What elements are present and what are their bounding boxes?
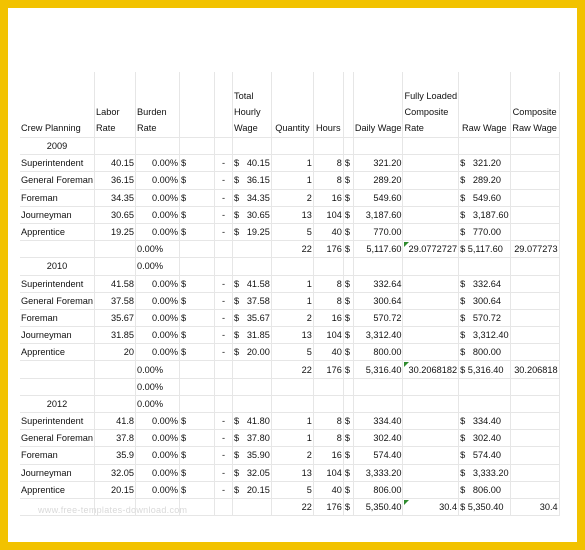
burden-rate-cell[interactable]: 0.00% [136, 430, 180, 447]
header-row [20, 72, 559, 138]
quantity-cell[interactable]: 13 [271, 464, 313, 481]
total-raw-wage-cell[interactable]: $ 5,350.40 [459, 498, 511, 515]
composite-raw-wage-cell[interactable]: 30.4 [510, 498, 559, 515]
crew-role-label[interactable]: Superintendent [20, 275, 95, 292]
fully-loaded-rate-cell[interactable]: 29.0772727 [403, 241, 459, 258]
total-hourly-wage-cell[interactable]: $ 37.80 [233, 430, 272, 447]
total-daily-wage-cell[interactable]: 5,316.40 [353, 361, 403, 378]
quantity-cell[interactable]: 1 [271, 292, 313, 309]
crew-role-label[interactable]: Superintendent [20, 155, 95, 172]
raw-wage-cell[interactable]: $ 302.40 [459, 430, 511, 447]
burden-rate-cell[interactable]: 0.00% [136, 344, 180, 361]
daily-wage-cell[interactable]: 321.20 [353, 155, 403, 172]
labor-rate-cell[interactable]: 37.58 [95, 292, 136, 309]
dash-cell[interactable]: - [215, 430, 233, 447]
quantity-cell[interactable]: 1 [271, 155, 313, 172]
quantity-cell[interactable]: 13 [271, 206, 313, 223]
currency-symbol[interactable]: $ [180, 206, 215, 223]
labor-rate-cell[interactable]: 34.35 [95, 189, 136, 206]
raw-wage-cell[interactable]: $ 574.40 [459, 447, 511, 464]
currency-symbol[interactable]: $ [343, 223, 353, 240]
header-burden-rate: Burden Rate [136, 72, 180, 138]
raw-wage-cell[interactable]: $ 770.00 [459, 223, 511, 240]
composite-raw-wage-cell[interactable]: 29.077273 [510, 241, 559, 258]
year-label[interactable]: 2012 [20, 395, 95, 412]
crew-role-label[interactable]: Apprentice [20, 223, 95, 240]
total-hourly-wage-cell[interactable]: $ 34.35 [233, 189, 272, 206]
raw-wage-cell[interactable]: $ 300.64 [459, 292, 511, 309]
currency-symbol[interactable]: $ [343, 275, 353, 292]
daily-wage-cell[interactable]: 800.00 [353, 344, 403, 361]
dash-cell[interactable]: - [215, 189, 233, 206]
hours-cell[interactable]: 16 [313, 189, 343, 206]
hours-cell[interactable]: 40 [313, 344, 343, 361]
crew-role-label[interactable]: Apprentice [20, 344, 95, 361]
daily-wage-cell[interactable]: 806.00 [353, 481, 403, 498]
currency-symbol[interactable]: $ [180, 327, 215, 344]
currency-symbol[interactable]: $ [343, 292, 353, 309]
burden-rate-cell[interactable]: 0.00% [136, 189, 180, 206]
labor-rate-cell[interactable]: 35.67 [95, 309, 136, 326]
table-row [20, 309, 559, 326]
crew-role-label[interactable]: Apprentice [20, 481, 95, 498]
table-row [20, 344, 559, 361]
quantity-cell[interactable]: 5 [271, 481, 313, 498]
total-daily-wage-cell[interactable]: 5,350.40 [353, 498, 403, 515]
burden-rate-cell[interactable]: 0.00% [136, 206, 180, 223]
currency-symbol[interactable]: $ [343, 309, 353, 326]
daily-wage-cell[interactable]: 3,187.60 [353, 206, 403, 223]
crew-role-label[interactable]: General Foreman [20, 430, 95, 447]
currency-symbol[interactable]: $ [180, 292, 215, 309]
year-row [20, 138, 559, 155]
burden-rate-cell[interactable]: 0.00% [136, 464, 180, 481]
dash-cell[interactable]: - [215, 447, 233, 464]
labor-rate-cell[interactable]: 31.85 [95, 327, 136, 344]
total-raw-wage-cell[interactable]: $ 5,316.40 [459, 361, 511, 378]
quantity-cell[interactable]: 2 [271, 189, 313, 206]
currency-symbol[interactable]: $ [343, 189, 353, 206]
daily-wage-cell[interactable]: 770.00 [353, 223, 403, 240]
hours-cell[interactable]: 104 [313, 327, 343, 344]
currency-symbol[interactable]: $ [180, 275, 215, 292]
quantity-cell[interactable]: 5 [271, 223, 313, 240]
burden-cell[interactable]: 0.00% [136, 378, 180, 395]
year-row [20, 395, 559, 412]
labor-rate-cell[interactable]: 20 [95, 344, 136, 361]
total-hours-cell[interactable]: 176 [313, 361, 343, 378]
crew-role-label[interactable]: Superintendent [20, 413, 95, 430]
hours-cell[interactable]: 104 [313, 464, 343, 481]
table-row [20, 292, 559, 309]
raw-wage-cell[interactable]: $ 549.60 [459, 189, 511, 206]
dash-cell[interactable]: - [215, 223, 233, 240]
hours-cell[interactable]: 16 [313, 447, 343, 464]
currency-symbol[interactable]: $ [343, 155, 353, 172]
currency-symbol[interactable]: $ [180, 447, 215, 464]
burden-rate-cell[interactable]: 0.00% [136, 413, 180, 430]
currency-symbol[interactable]: $ [180, 172, 215, 189]
total-hours-cell[interactable]: 176 [313, 498, 343, 515]
daily-wage-cell[interactable]: 332.64 [353, 275, 403, 292]
raw-wage-cell[interactable]: $ 800.00 [459, 344, 511, 361]
raw-wage-cell[interactable]: $ 3,333.20 [459, 464, 511, 481]
header-hours: Hours [313, 72, 343, 138]
raw-wage-cell[interactable]: $ 332.64 [459, 275, 511, 292]
total-hourly-wage-cell[interactable]: $ 35.90 [233, 447, 272, 464]
crew-role-label[interactable]: General Foreman [20, 292, 95, 309]
table-row [20, 223, 559, 240]
crew-role-label[interactable]: Foreman [20, 447, 95, 464]
header-total-hourly-wage: Total Hourly Wage [233, 72, 272, 138]
hours-cell[interactable]: 8 [313, 275, 343, 292]
year-label[interactable]: 2009 [20, 138, 95, 155]
currency-symbol[interactable]: $ [343, 206, 353, 223]
crew-planning-sheet [20, 72, 560, 516]
daily-wage-cell[interactable]: 302.40 [353, 430, 403, 447]
total-daily-wage-cell[interactable]: 5,117.60 [353, 241, 403, 258]
header-fully-loaded-rate: Fully Loaded Composite Rate [403, 72, 459, 138]
currency-symbol[interactable]: $ [343, 481, 353, 498]
currency-symbol[interactable]: $ [180, 430, 215, 447]
burden-rate-cell[interactable]: 0.00% [136, 155, 180, 172]
header-labor-rate: Labor Rate [95, 72, 136, 138]
crew-role-label[interactable]: Foreman [20, 309, 95, 326]
table-row [20, 464, 559, 481]
hours-cell[interactable]: 8 [313, 413, 343, 430]
total-raw-wage-cell[interactable]: $ 5,117.60 [459, 241, 511, 258]
header-daily-wage: Daily Wage [353, 72, 403, 138]
currency-symbol[interactable]: $ [343, 344, 353, 361]
crew-role-label[interactable]: Journeyman [20, 327, 95, 344]
quantity-cell[interactable]: 1 [271, 275, 313, 292]
year-row [20, 258, 559, 275]
document-frame [8, 8, 577, 542]
burden-cell[interactable]: 0.00% [136, 258, 180, 275]
table-row [20, 189, 559, 206]
total-hourly-wage-cell[interactable]: $ 32.05 [233, 464, 272, 481]
raw-wage-cell[interactable]: $ 570.72 [459, 309, 511, 326]
quantity-cell[interactable]: 2 [271, 309, 313, 326]
dash-cell[interactable]: - [215, 413, 233, 430]
burden-rate-cell[interactable]: 0.00% [136, 223, 180, 240]
hours-cell[interactable]: 8 [313, 155, 343, 172]
burden-rate-cell[interactable]: 0.00% [136, 327, 180, 344]
quantity-cell[interactable]: 1 [271, 430, 313, 447]
hours-cell[interactable]: 8 [313, 430, 343, 447]
dash-cell[interactable]: - [215, 344, 233, 361]
raw-wage-cell[interactable]: $ 3,187.60 [459, 206, 511, 223]
currency-symbol[interactable]: $ [343, 498, 353, 515]
currency-symbol[interactable]: $ [180, 309, 215, 326]
header-raw-wage: Raw Wage [459, 72, 511, 138]
total-row [20, 361, 559, 378]
burden-rate-cell[interactable]: 0.00% [136, 172, 180, 189]
currency-symbol[interactable]: $ [180, 344, 215, 361]
currency-symbol[interactable]: $ [180, 464, 215, 481]
total-hourly-wage-cell[interactable]: $ 40.15 [233, 155, 272, 172]
currency-symbol[interactable]: $ [343, 413, 353, 430]
total-quantity-cell[interactable]: 22 [271, 241, 313, 258]
crew-role-label[interactable]: Journeyman [20, 464, 95, 481]
currency-symbol[interactable]: $ [180, 481, 215, 498]
table-row [20, 172, 559, 189]
currency-symbol[interactable]: $ [343, 327, 353, 344]
currency-symbol[interactable]: $ [343, 241, 353, 258]
daily-wage-cell[interactable]: 3,333.20 [353, 464, 403, 481]
labor-rate-cell[interactable]: 30.65 [95, 206, 136, 223]
daily-wage-cell[interactable]: 300.64 [353, 292, 403, 309]
labor-rate-cell[interactable]: 35.9 [95, 447, 136, 464]
currency-symbol[interactable]: $ [343, 447, 353, 464]
currency-symbol[interactable]: $ [180, 189, 215, 206]
dash-cell[interactable]: - [215, 275, 233, 292]
total-hourly-wage-cell[interactable]: $ 41.80 [233, 413, 272, 430]
total-hourly-wage-cell[interactable]: $ 30.65 [233, 206, 272, 223]
total-hourly-wage-cell[interactable]: $ 37.58 [233, 292, 272, 309]
labor-rate-cell[interactable]: 40.15 [95, 155, 136, 172]
quantity-cell[interactable]: 2 [271, 447, 313, 464]
total-hours-cell[interactable]: 176 [313, 241, 343, 258]
burden-rate-cell[interactable]: 0.00% [136, 292, 180, 309]
daily-wage-cell[interactable]: 289.20 [353, 172, 403, 189]
total-hourly-wage-cell[interactable]: $ 19.25 [233, 223, 272, 240]
watermark: www.free-templates-download.com [38, 505, 188, 515]
dash-cell[interactable]: - [215, 481, 233, 498]
currency-symbol[interactable]: $ [343, 172, 353, 189]
dash-cell[interactable]: - [215, 172, 233, 189]
composite-raw-wage-cell[interactable]: 30.206818 [510, 361, 559, 378]
burden-rate-cell[interactable]: 0.00% [136, 275, 180, 292]
labor-rate-cell[interactable]: 32.05 [95, 464, 136, 481]
raw-wage-cell[interactable]: $ 289.20 [459, 172, 511, 189]
raw-wage-cell[interactable]: $ 806.00 [459, 481, 511, 498]
hours-cell[interactable]: 8 [313, 172, 343, 189]
quantity-cell[interactable]: 1 [271, 413, 313, 430]
crew-role-label[interactable]: Foreman [20, 189, 95, 206]
dash-cell[interactable]: - [215, 292, 233, 309]
hours-cell[interactable]: 8 [313, 292, 343, 309]
currency-symbol[interactable]: $ [343, 361, 353, 378]
crew-role-label[interactable]: General Foreman [20, 172, 95, 189]
table-row [20, 413, 559, 430]
table-row [20, 481, 559, 498]
total-hourly-wage-cell[interactable]: $ 36.15 [233, 172, 272, 189]
fully-loaded-rate-cell[interactable]: 30.2068182 [403, 361, 459, 378]
burden-cell[interactable]: 0.00% [136, 395, 180, 412]
hours-cell[interactable]: 40 [313, 481, 343, 498]
daily-wage-cell[interactable]: 549.60 [353, 189, 403, 206]
daily-wage-cell[interactable]: 3,312.40 [353, 327, 403, 344]
table-row [20, 447, 559, 464]
table-row [20, 206, 559, 223]
labor-rate-cell[interactable]: 41.58 [95, 275, 136, 292]
daily-wage-cell[interactable]: 574.40 [353, 447, 403, 464]
labor-rate-cell[interactable]: 37.8 [95, 430, 136, 447]
header-crew-planning: Crew Planning [20, 72, 95, 138]
hours-cell[interactable]: 40 [313, 223, 343, 240]
raw-wage-cell[interactable]: $ 334.40 [459, 413, 511, 430]
total-hourly-wage-cell[interactable]: $ 31.85 [233, 327, 272, 344]
labor-rate-cell[interactable]: 41.8 [95, 413, 136, 430]
table-row [20, 327, 559, 344]
burden-rate-cell[interactable]: 0.00% [136, 447, 180, 464]
total-hourly-wage-cell[interactable]: $ 20.15 [233, 481, 272, 498]
table-row [20, 155, 559, 172]
fully-loaded-rate-cell[interactable]: 30.4 [403, 498, 459, 515]
total-quantity-cell[interactable]: 22 [271, 498, 313, 515]
labor-rate-cell[interactable]: 36.15 [95, 172, 136, 189]
total-hourly-wage-cell[interactable]: $ 20.00 [233, 344, 272, 361]
year-label[interactable]: 2010 [20, 258, 95, 275]
table-row [20, 430, 559, 447]
quantity-cell[interactable]: 1 [271, 172, 313, 189]
raw-wage-cell[interactable]: $ 321.20 [459, 155, 511, 172]
total-burden-cell[interactable]: 0.00% [136, 361, 180, 378]
header-quantity: Quantity [271, 72, 313, 138]
dash-cell[interactable]: - [215, 155, 233, 172]
burden-rate-cell[interactable]: 0.00% [136, 309, 180, 326]
dash-cell[interactable]: - [215, 464, 233, 481]
labor-rate-cell[interactable]: 19.25 [95, 223, 136, 240]
currency-symbol[interactable]: $ [180, 413, 215, 430]
quantity-cell[interactable]: 13 [271, 327, 313, 344]
currency-symbol[interactable]: $ [180, 223, 215, 240]
table-row [20, 275, 559, 292]
total-hourly-wage-cell[interactable]: $ 35.67 [233, 309, 272, 326]
labor-rate-cell[interactable]: 20.15 [95, 481, 136, 498]
currency-symbol[interactable]: $ [180, 155, 215, 172]
raw-wage-cell[interactable]: $ 3,312.40 [459, 327, 511, 344]
hours-cell[interactable]: 16 [313, 309, 343, 326]
spacer-row [20, 378, 559, 395]
currency-symbol[interactable]: $ [343, 430, 353, 447]
total-quantity-cell[interactable]: 22 [271, 361, 313, 378]
currency-symbol[interactable]: $ [343, 464, 353, 481]
burden-rate-cell[interactable]: 0.00% [136, 481, 180, 498]
total-burden-cell[interactable]: 0.00% [136, 241, 180, 258]
daily-wage-cell[interactable]: 570.72 [353, 309, 403, 326]
crew-role-label[interactable]: Journeyman [20, 206, 95, 223]
daily-wage-cell[interactable]: 334.40 [353, 413, 403, 430]
dash-cell[interactable]: - [215, 327, 233, 344]
dash-cell[interactable]: - [215, 206, 233, 223]
quantity-cell[interactable]: 5 [271, 344, 313, 361]
total-row [20, 241, 559, 258]
header-composite-raw-wage: Composite Raw Wage [510, 72, 559, 138]
dash-cell[interactable]: - [215, 309, 233, 326]
hours-cell[interactable]: 104 [313, 206, 343, 223]
total-hourly-wage-cell[interactable]: $ 41.58 [233, 275, 272, 292]
